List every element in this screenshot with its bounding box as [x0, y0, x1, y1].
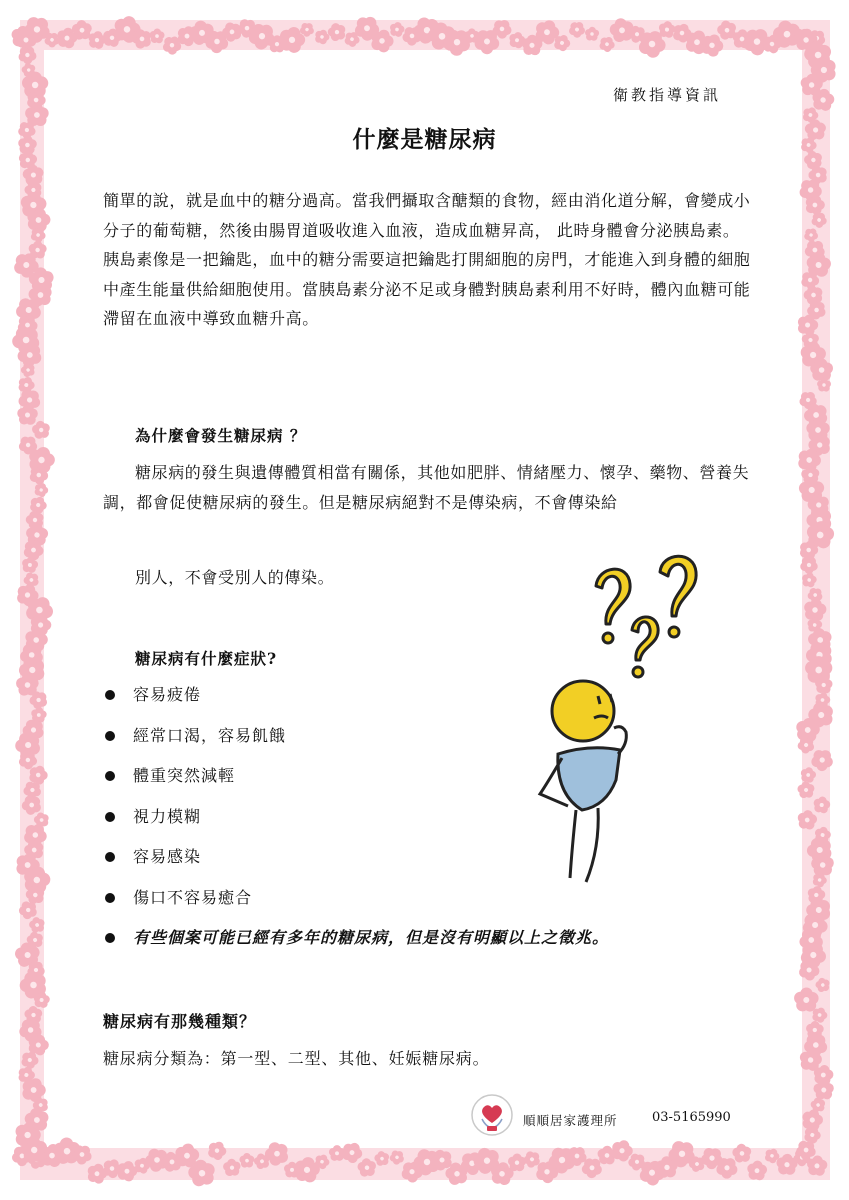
- list-item: 視力模糊: [105, 804, 725, 845]
- list-item: 體重突然減輕: [105, 763, 725, 804]
- cause-heading: 為什麼會發生糖尿病 ？: [135, 426, 307, 445]
- cause-paragraph: 糖尿病的發生與遺傳體質相當有關係，其他如肥胖、情緒壓力、懷孕、藥物、營養失調，都會促使糖尿病的發生。但是糖尿病絕對不是傳染病，不會傳染給: [103, 463, 750, 512]
- bullet-icon: [105, 893, 115, 903]
- bullet-icon: [105, 771, 115, 781]
- heart-care-logo-icon: [470, 1093, 514, 1137]
- bullet-icon: [105, 690, 115, 700]
- organization-name: 順順居家護理所: [523, 1113, 618, 1128]
- list-item: 容易感染: [105, 844, 725, 885]
- intro-paragraph: 簡單的說，就是血中的糖分過高。當我們攝取含醣類的食物，經由消化道分解，會變成小分子的葡萄糖，然後由腸胃道吸收進入血液，造成血糖昇高， 此時身體會分泌胰島素。胰島素像是一把鑰匙，血中的糖分需要這把鑰匙打開細胞的房門，才能進入到身體的細胞中產生能量供給細胞使用。當胰島素分泌不足或身體對胰島素利用不好時，體內血糖可能滯留在血液中導致血糖升高。: [103, 191, 751, 328]
- symptoms-note: 有些個案可能已經有多年的糖尿病，但是沒有明顯以上之徵兆。: [105, 925, 725, 966]
- types-heading: 糖尿病有那幾種類？: [103, 1012, 257, 1031]
- bullet-icon: [105, 812, 115, 822]
- document-category-label: 衛教指導資訊: [612, 86, 721, 104]
- confused-person-illustration: [528, 548, 708, 888]
- list-item: 經常口渴，容易飢餓: [105, 723, 725, 764]
- types-paragraph: 糖尿病分類為：第一型、二型、其他、妊娠糖尿病。: [103, 1049, 490, 1068]
- list-item: 容易疲倦: [105, 682, 725, 723]
- bullet-icon: [105, 933, 115, 943]
- bullet-icon: [105, 852, 115, 862]
- bullet-icon: [105, 731, 115, 741]
- cause-paragraph-continued: 別人，不會受別人的傳染。: [135, 568, 335, 587]
- page-title: 什麼是糖尿病: [352, 126, 497, 153]
- organization-phone: 03-5165990: [652, 1110, 731, 1125]
- list-item: 傷口不容易癒合: [105, 885, 725, 926]
- symptoms-heading: 糖尿病有什麼症狀?: [135, 649, 278, 668]
